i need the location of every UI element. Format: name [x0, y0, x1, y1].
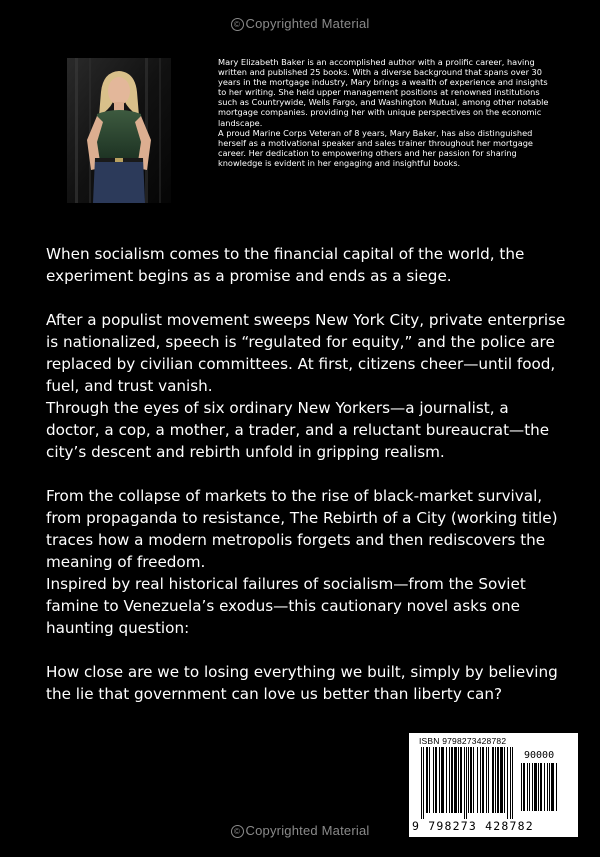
barcode-bar	[538, 763, 539, 811]
blurb-paragraph-5: Inspired by real historical failures of socialism—from the Soviet famine to Venezuela’s exodus—this cautionary novel asks one haunting question:	[46, 575, 526, 637]
isbn-digits: 9 798273 428782	[412, 819, 534, 833]
barcode-bar	[421, 747, 422, 819]
barcode-bar	[468, 747, 469, 813]
barcode-bar	[458, 747, 459, 813]
author-photo-image	[67, 58, 171, 203]
barcode-bar	[551, 763, 554, 811]
barcode-bar	[482, 747, 484, 813]
bio-paragraph: A proud Marine Corps Veteran of 8 years, Mary Baker, has also distinguished herself as a motivational speaker and sales trainer throughout her mortgage career. Her dedication to empowering others and her passion for sharing knowledge is evident in her engaging and insightful books.	[218, 127, 533, 168]
barcode-bar	[433, 747, 434, 813]
barcode-bar	[497, 747, 499, 813]
barcode-bar	[441, 747, 444, 813]
barcode-bar	[556, 763, 557, 811]
barcode-bar	[521, 763, 522, 811]
barcode-bar	[549, 763, 550, 811]
watermark-top-text: Copyrighted Material	[245, 16, 370, 31]
barcode-bar	[477, 747, 478, 813]
isbn-barcode	[409, 733, 578, 837]
isbn-label: ISBN 9798273428782	[419, 736, 507, 746]
barcode-bar	[426, 747, 428, 813]
watermark-bottom-text: Copyrighted Material	[245, 823, 370, 838]
bio-paragraph: Mary Elizabeth Baker is an accomplished author with a prolific career, having written and published 25 books. With a diverse background that spans over 30 years in the mortgage industry, Mary brings a wealth of experience and insights to her writing. She held upper management positions at renowned institutions such as Countrywide, Wells Fargo, and Washington Mutual, among other notable mortgage companies. providing her with unique perspectives on the economic landscape.	[218, 57, 549, 128]
barcode-bar	[512, 747, 513, 819]
author-bio	[218, 57, 558, 168]
price-code: 90000	[524, 750, 555, 761]
barcode-bar	[470, 747, 472, 813]
barcode-bar	[504, 747, 505, 813]
barcode-bar	[460, 747, 462, 813]
barcode-bar	[466, 747, 467, 819]
author-photo	[67, 58, 171, 203]
copyright-icon: ©	[231, 18, 244, 31]
barcode-bar	[507, 747, 508, 819]
barcode-bar	[451, 747, 453, 813]
barcode-bar	[540, 763, 542, 811]
barcode-bar	[435, 747, 437, 813]
barcode-bar	[500, 747, 503, 813]
barcode-bar	[510, 747, 511, 819]
barcode-bar	[495, 747, 496, 813]
book-blurb	[46, 243, 566, 705]
blurb-paragraph-2: After a populist movement sweeps New York City, private enterprise is nationalized, speech is “regulated for equity,” and the police are replaced by civilian committees. At first, citizens cheer—until food, fuel, and trust vanish.	[46, 311, 566, 395]
barcode-bar	[429, 747, 430, 813]
blurb-paragraph-3: Through the eyes of six ordinary New Yorkers—a journalist, a doctor, a cop, a mother, a trader, and a reluctant bureaucrat—the city’s descent and rebirth unfold in gripping realism.	[46, 399, 550, 461]
barcode-bar	[423, 747, 424, 819]
barcode-bar	[492, 747, 494, 813]
barcode-bar	[534, 763, 537, 811]
blurb-paragraph-1: When socialism comes to the financial capital of the world, the experiment begins as a promise and ends as a siege.	[46, 245, 525, 285]
barcode-bar	[486, 747, 487, 813]
barcode-bars	[421, 747, 513, 819]
barcode-bar	[527, 763, 528, 811]
barcode-bar	[473, 747, 474, 813]
barcode-bar	[480, 747, 481, 813]
copyright-icon: ©	[231, 825, 244, 838]
blurb-paragraph-6: How close are we to losing everything we built, simply by believing the lie that government can love us better than liberty can?	[46, 663, 558, 703]
barcode-bar	[529, 763, 530, 811]
barcode-bar	[439, 747, 440, 813]
watermark-bottom	[0, 823, 600, 838]
barcode-bar	[449, 747, 450, 813]
barcode-bar	[547, 763, 548, 811]
barcode-bar	[464, 747, 465, 819]
blurb-paragraph-4: From the collapse of markets to the rise of black-market survival, from propaganda to resistance, The Rebirth of a City (working title) traces how a modern metropolis forgets and then rediscovers the meaning of freedom.	[46, 487, 558, 571]
supplement-barcode-bars	[521, 763, 567, 817]
barcode-bar	[523, 763, 525, 811]
barcode-bar	[544, 763, 545, 811]
watermark-top	[0, 16, 600, 31]
barcode-bar	[532, 763, 533, 811]
barcode-bar	[454, 747, 457, 813]
barcode-bar	[446, 747, 447, 813]
barcode-bar	[488, 747, 489, 813]
